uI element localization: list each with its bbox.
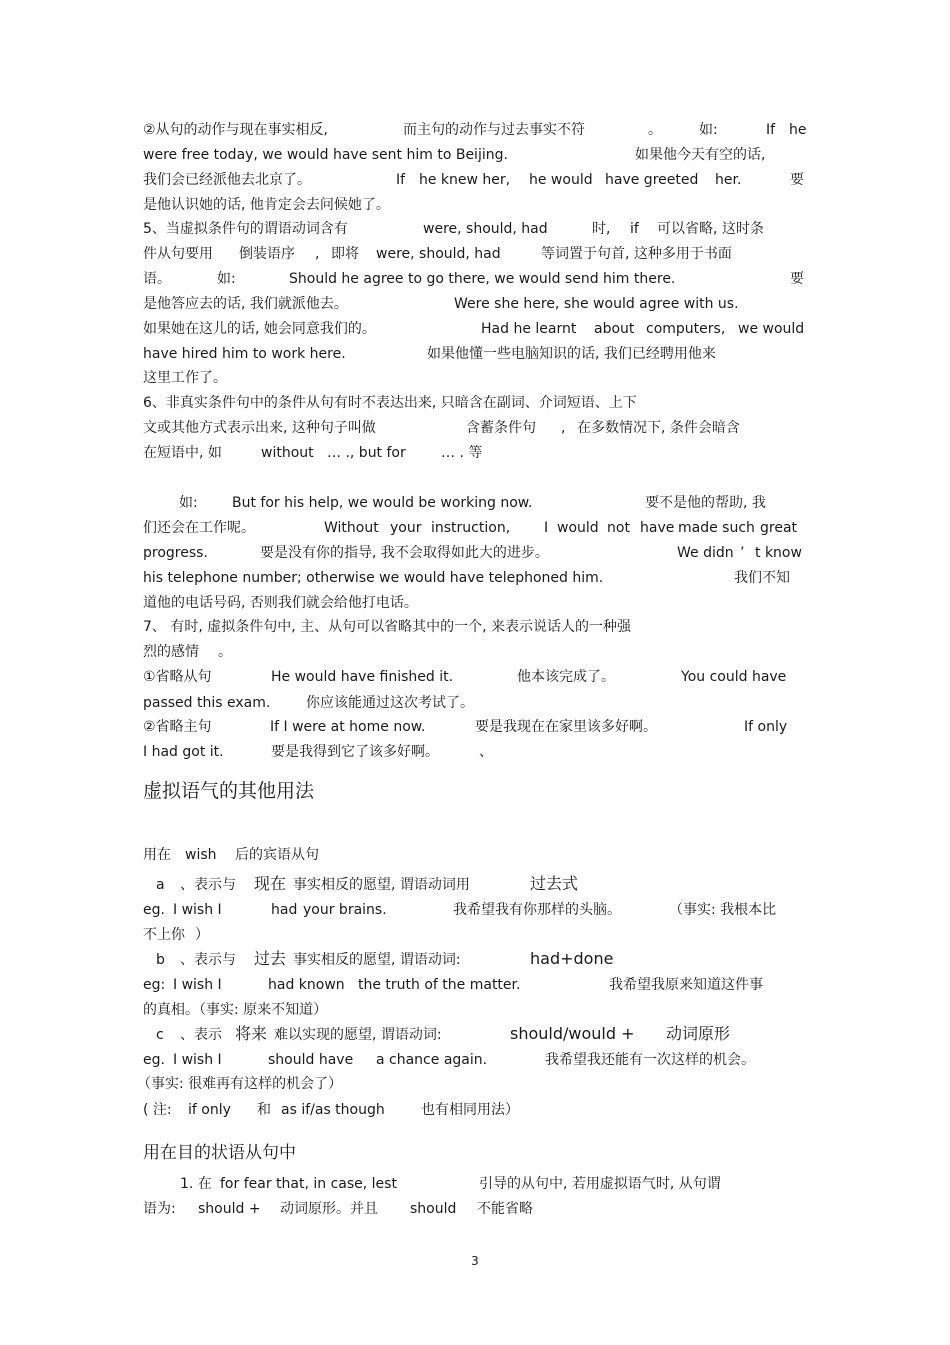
text-run: 件从句要用 — [143, 246, 213, 262]
text-run: , — [561, 420, 566, 436]
text-run: 如: — [699, 122, 718, 138]
text-run: He would have finished it. — [271, 669, 454, 685]
text-run: I wish I — [173, 977, 222, 993]
text-run: 如果他今天有空的话, — [635, 147, 766, 163]
text-run: … ., but for — [327, 445, 406, 461]
text-run: 动词原形 — [666, 1024, 731, 1043]
text-run: t know — [755, 545, 802, 561]
text-run: 们还会在工作呢。 — [143, 520, 255, 536]
text-run: 过去式 — [530, 874, 579, 893]
text-run: 语为: — [143, 1201, 176, 1217]
text-run: 我希望我原来知道这件事 — [609, 977, 763, 993]
text-run: have hired him to work here. — [143, 346, 346, 362]
text-run: 6、非真实条件句中的条件从句有时不表达出来, 只暗含在副词、介词短语、上下 — [143, 395, 637, 411]
text-run: 如: — [179, 495, 198, 511]
text-run: 在短语中, 如 — [143, 445, 222, 461]
text-run: 不能省略 — [477, 1201, 533, 1217]
text-run: 道他的电话号码, 否则我们就会给他打电话。 — [143, 595, 418, 611]
text-run: should have — [268, 1052, 354, 1068]
text-run: I — [544, 520, 549, 536]
subsection-heading: 用在目的状语从句中 — [143, 1143, 296, 1163]
text-run: eg. — [143, 902, 165, 918]
text-run: But for his help, we would be working now. — [232, 495, 533, 511]
text-run: … . 等 — [441, 445, 483, 461]
text-run: （事实: 我根本比 — [669, 902, 777, 918]
text-run: eg: — [143, 977, 166, 993]
text-run: without — [261, 445, 314, 461]
text-run: 后的宾语从句 — [235, 847, 319, 863]
text-run: were free today, we would have sent him to Beijing. — [143, 147, 508, 163]
text-run: 可以省略, 这时条 — [657, 221, 764, 237]
text-run: should — [410, 1201, 457, 1217]
text-run: wish — [185, 847, 217, 863]
text-run: should + — [198, 1201, 261, 1217]
text-run: 引导的从句中, 若用虚拟语气时, 从句谓 — [479, 1176, 721, 1192]
text-run: 我希望我有你那样的头脑。 — [453, 902, 621, 918]
text-run: If — [766, 122, 776, 138]
text-run: I wish I — [173, 1052, 222, 1068]
text-run: 如果她在这儿的话, 她会同意我们的。 — [143, 321, 376, 337]
text-run: computers, — [646, 321, 726, 337]
text-run: your brains. — [303, 902, 387, 918]
text-run: You could have — [681, 669, 787, 685]
text-run: 动词原形。并且 — [280, 1201, 378, 1217]
text-run: 他本该完成了。 — [517, 669, 615, 685]
section-heading: 虚拟语气的其他用法 — [143, 780, 315, 802]
text-run: If only — [744, 719, 788, 735]
text-run: the truth of the matter. — [358, 977, 521, 993]
text-run: a — [156, 877, 165, 893]
text-run: 1. 在 — [180, 1176, 212, 1192]
text-run: 事实相反的愿望, 谓语动词用 — [293, 877, 470, 893]
text-run: 我希望我还能有一次这样的机会。 — [545, 1052, 755, 1068]
text-run: 我们会已经派他去北京了。 — [143, 172, 311, 188]
text-run: 的真相。（事实: 原来不知道） — [143, 1002, 328, 1018]
text-run: 将来 — [235, 1024, 268, 1043]
text-run: If I were at home now. — [270, 719, 426, 735]
text-run: not — [607, 520, 630, 536]
text-run: Should he agree to go there, we would send him there. — [289, 271, 676, 287]
text-run: passed this exam. — [143, 695, 271, 711]
text-run: ①省略从句 — [143, 669, 212, 685]
text-run: if only — [188, 1102, 231, 1118]
text-run: 现在 — [254, 874, 287, 893]
text-run: ②从句的动作与现在事实相反, — [143, 122, 329, 138]
text-run: 要 — [790, 271, 804, 287]
text-run: progress. — [143, 545, 208, 561]
text-run: 要 — [790, 172, 804, 188]
text-run: 和 — [257, 1102, 271, 1118]
text-run: Were she here, she would agree with us. — [454, 296, 739, 312]
text-run: had known — [268, 977, 345, 993]
text-run: 用在 — [143, 847, 171, 863]
text-run: b — [156, 952, 165, 968]
text-run: （事实: 很难再有这样的机会了） — [137, 1076, 343, 1092]
text-run: a chance again. — [376, 1052, 488, 1068]
text-run: 5、当虚拟条件句的谓语动词含有 — [143, 221, 348, 237]
text-run: your — [390, 520, 422, 536]
text-run: , — [315, 246, 320, 262]
text-run: have — [640, 520, 675, 536]
text-run: 即将 — [331, 246, 359, 262]
text-run: 事实相反的愿望, 谓语动词: — [293, 952, 461, 968]
text-run: 、表示 — [180, 1027, 222, 1043]
text-run: 在多数情况下, 条件会暗含 — [577, 420, 740, 436]
text-run: about — [594, 321, 635, 337]
text-run: 、表示与 — [180, 952, 236, 968]
text-run: 也有相同用法） — [421, 1102, 519, 1118]
text-run: were, should, had — [376, 246, 501, 262]
text-run: 你应该能通过这次考试了。 — [306, 695, 474, 711]
text-run: I had got it. — [143, 744, 224, 760]
text-run: c — [156, 1027, 164, 1043]
text-run: 、 — [479, 744, 493, 760]
text-run: 是他答应去的话, 我们就派他去。 — [143, 296, 348, 312]
text-run: if — [630, 221, 639, 237]
text-run: he — [789, 122, 807, 138]
text-run: had+done — [530, 949, 614, 968]
page-number: 3 — [471, 1254, 479, 1268]
text-run: 。 — [648, 122, 662, 138]
text-run: 时, — [592, 221, 611, 237]
text-run: ’ — [740, 545, 745, 561]
text-run: 如果他懂一些电脑知识的话, 我们已经聘用他来 — [427, 346, 716, 362]
text-run: I wish I — [173, 902, 222, 918]
text-run: 。 — [218, 644, 232, 660]
text-run: he knew her, — [419, 172, 511, 188]
text-run: ②省略主句 — [143, 719, 212, 735]
text-run: If — [396, 172, 406, 188]
text-run: eg. — [143, 1052, 165, 1068]
text-run: 我们不知 — [734, 570, 790, 586]
text-run: had — [271, 902, 298, 918]
text-run: 过去 — [254, 949, 287, 968]
text-run: ） — [195, 927, 209, 943]
text-run: 要不是他的帮助, 我 — [645, 495, 766, 511]
text-run: for fear that, in case, lest — [220, 1176, 397, 1192]
text-run: We didn — [677, 545, 734, 561]
text-run: Without — [324, 520, 379, 536]
text-run: made such — [678, 520, 755, 536]
text-run: 要是没有你的指导, 我不会取得如此大的进步。 — [260, 545, 549, 561]
text-run: 烈的感情 — [143, 644, 199, 660]
text-run: her. — [715, 172, 742, 188]
text-run: instruction, — [431, 520, 511, 536]
text-run: 而主句的动作与过去事实不符 — [403, 122, 585, 138]
text-run: 7、 有时, 虚拟条件句中, 主、从句可以省略其中的一个, 来表示说话人的一种强 — [143, 619, 632, 635]
text-run: Had he learnt — [481, 321, 577, 337]
text-run: 不上你 — [143, 927, 185, 943]
text-run: 这里工作了。 — [143, 370, 227, 386]
text-run: 要是我得到它了该多好啊。 — [271, 744, 439, 760]
text-run: 、表示与 — [180, 877, 236, 893]
text-run: we would — [738, 321, 805, 337]
text-run: have greeted — [605, 172, 699, 188]
text-run: 要是我现在在家里该多好啊。 — [475, 719, 657, 735]
text-run: would — [557, 520, 599, 536]
text-run: as if/as though — [281, 1102, 385, 1118]
text-run: 文或其他方式表示出来, 这种句子叫做 — [143, 420, 376, 436]
text-run: 如: — [217, 271, 236, 287]
text-run: should/would + — [510, 1024, 635, 1043]
text-run: were, should, had — [423, 221, 548, 237]
text-run: ( 注: — [143, 1102, 172, 1118]
text-run: he would — [529, 172, 593, 188]
text-run: 难以实现的愿望, 谓语动词: — [274, 1027, 442, 1043]
text-run: 倒装语序 — [239, 246, 295, 262]
text-run: his telephone number; otherwise we would have telephoned him. — [143, 570, 604, 586]
text-run: 等词置于句首, 这种多用于书面 — [541, 246, 732, 262]
text-run: 语。 — [143, 271, 171, 287]
text-run: 是他认识她的话, 他肯定会去问候她了。 — [143, 197, 390, 213]
text-run: 含蓄条件句 — [466, 420, 536, 436]
text-run: great — [760, 520, 798, 536]
